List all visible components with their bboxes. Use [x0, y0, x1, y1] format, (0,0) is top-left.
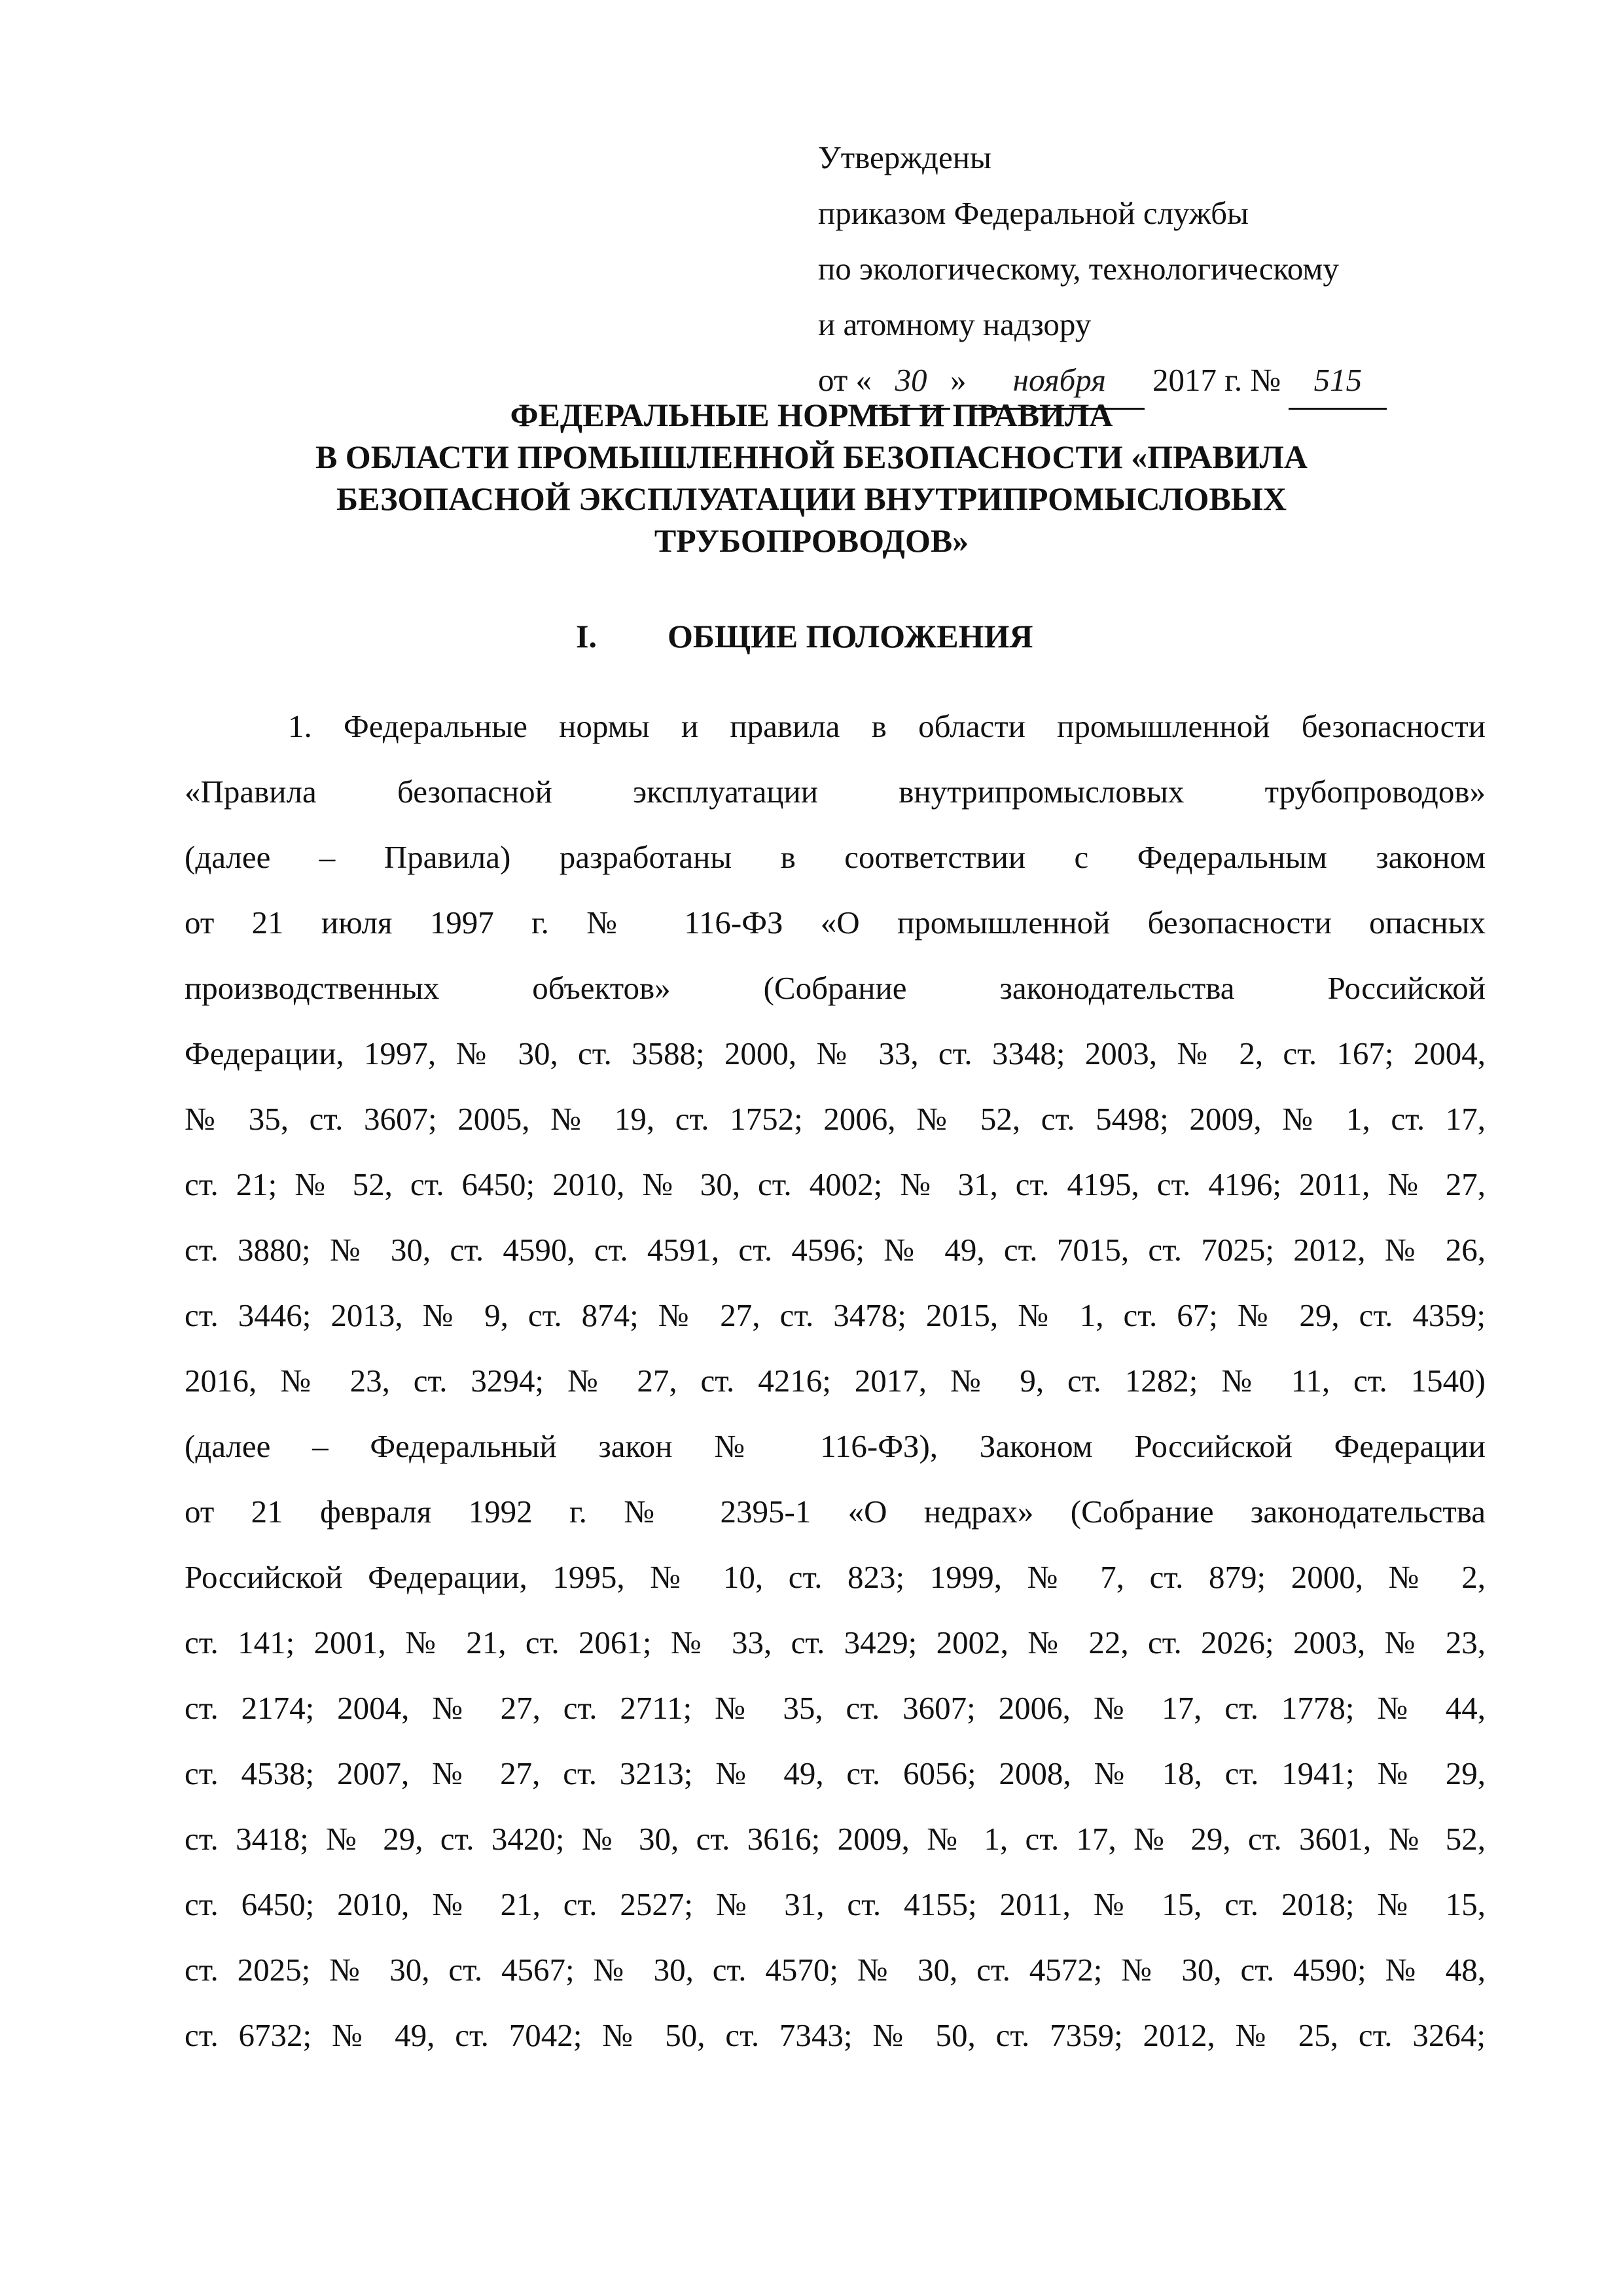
- section-heading: [576, 615, 1033, 657]
- paragraph-line: «Правила безопасной эксплуатации внутрипромысловых трубопроводов»: [185, 774, 1486, 810]
- section-number: I.: [576, 618, 597, 655]
- approval-line: Утверждены: [818, 139, 991, 175]
- section-title: ОБЩИЕ ПОЛОЖЕНИЯ: [668, 618, 1033, 655]
- document-title: [170, 394, 1453, 562]
- paragraph-line: ст. 3880; № 30, ст. 4590, ст. 4591, ст. 4596; № 49, ст. 7015, ст. 7025; 2012, № 26,: [185, 1232, 1486, 1268]
- approval-block: [818, 130, 1472, 410]
- paragraph-line: Российской Федерации, 1995, № 10, ст. 823; 1999, № 7, ст. 879; 2000, № 2,: [185, 1559, 1486, 1595]
- title-line: ТРУБОПРОВОДОВ»: [654, 522, 969, 559]
- paragraph-line: ст. 4538; 2007, № 27, ст. 3213; № 49, ст. 6056; 2008, № 18, ст. 1941; № 29,: [185, 1755, 1486, 1791]
- date-close-quote: »: [950, 362, 967, 398]
- paragraph-line: ст. 21; № 52, ст. 6450; 2010, № 30, ст. 4002; № 31, ст. 4195, ст. 4196; 2011, № 27,: [185, 1166, 1486, 1202]
- handwritten-day: 30: [872, 352, 950, 410]
- approval-line: приказом Федеральной службы: [818, 195, 1249, 231]
- paragraph-line: ст. 6450; 2010, № 21, ст. 2527; № 31, ст. 4155; 2011, № 15, ст. 2018; № 15,: [185, 1886, 1486, 1922]
- handwritten-order-number: 515: [1289, 352, 1387, 410]
- date-year: 2017 г. №: [1152, 362, 1281, 398]
- paragraph-line: № 35, ст. 3607; 2005, № 19, ст. 1752; 2006, № 52, ст. 5498; 2009, № 1, ст. 17,: [185, 1101, 1486, 1137]
- paragraph-line: (далее – Правила) разработаны в соответствии с Федеральным законом: [185, 839, 1486, 875]
- paragraph-line: производственных объектов» (Собрание законодательства Российской: [185, 970, 1486, 1006]
- approval-line: по экологическому, технологическому: [818, 251, 1339, 287]
- paragraph-line: Федерации, 1997, № 30, ст. 3588; 2000, № 33, ст. 3348; 2003, № 2, ст. 167; 2004,: [185, 1035, 1486, 1071]
- paragraph-line: ст. 2174; 2004, № 27, ст. 2711; № 35, ст. 3607; 2006, № 17, ст. 1778; № 44,: [185, 1690, 1486, 1726]
- paragraph-line: ст. 6732; № 49, ст. 7042; № 50, ст. 7343; № 50, ст. 7359; 2012, № 25, ст. 3264;: [185, 2017, 1486, 2053]
- title-line: ФЕДЕРАЛЬНЫЕ НОРМЫ И ПРАВИЛА: [510, 397, 1113, 433]
- paragraph-line: ст. 3446; 2013, № 9, ст. 874; № 27, ст. 3478; 2015, № 1, ст. 67; № 29, ст. 4359;: [185, 1297, 1486, 1333]
- paragraph-line: ст. 2025; № 30, ст. 4567; № 30, ст. 4570; № 30, ст. 4572; № 30, ст. 4590; № 48,: [185, 1952, 1486, 1988]
- approval-line: и атомному надзору: [818, 306, 1092, 342]
- date-prefix: от «: [818, 362, 872, 398]
- handwritten-month: ноября: [974, 352, 1145, 410]
- paragraph-line: ст. 141; 2001, № 21, ст. 2061; № 33, ст. 3429; 2002, № 22, ст. 2026; 2003, № 23,: [185, 1624, 1486, 1660]
- paragraph-line: ст. 3418; № 29, ст. 3420; № 30, ст. 3616; 2009, № 1, ст. 17, № 29, ст. 3601, № 52,: [185, 1821, 1486, 1857]
- paragraph-line: 2016, № 23, ст. 3294; № 27, ст. 4216; 2017, № 9, ст. 1282; № 11, ст. 1540): [185, 1363, 1486, 1399]
- paragraph-line: от 21 февраля 1992 г. № 2395-1 «О недрах» (Собрание законодательства: [185, 1494, 1486, 1530]
- title-line: В ОБЛАСТИ ПРОМЫШЛЕННОЙ БЕЗОПАСНОСТИ «ПРАВИЛА: [315, 439, 1308, 475]
- paragraph-line: от 21 июля 1997 г. № 116-ФЗ «О промышленной безопасности опасных: [185, 905, 1486, 941]
- title-line: БЕЗОПАСНОЙ ЭКСПЛУАТАЦИИ ВНУТРИПРОМЫСЛОВЫХ: [336, 480, 1287, 517]
- paragraph-line: (далее – Федеральный закон № 116-ФЗ), Законом Российской Федерации: [185, 1428, 1486, 1464]
- paragraph-line: 1. Федеральные нормы и правила в области промышленной безопасности: [288, 708, 1486, 744]
- body-paragraph: [185, 694, 1486, 2068]
